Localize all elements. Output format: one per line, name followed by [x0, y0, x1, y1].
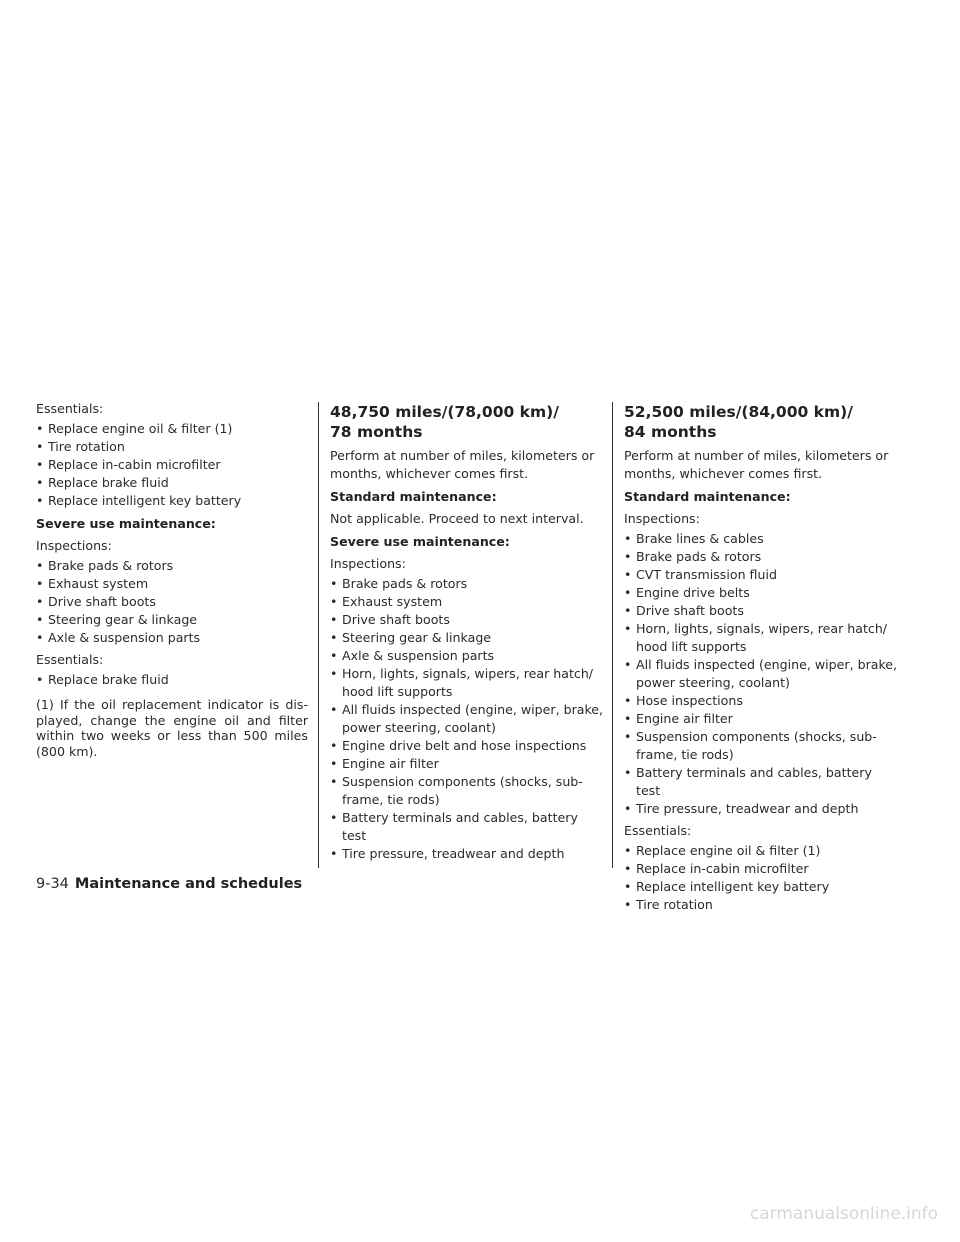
inspections-list: [624, 530, 898, 818]
list-item: • Tire rotation: [624, 896, 898, 914]
list-item: • Axle & suspension parts: [330, 647, 604, 665]
inspections-list: [330, 575, 604, 863]
list-item: • Axle & suspension parts: [36, 629, 308, 647]
list-item: • Brake lines & cables: [624, 530, 898, 548]
inspections-label: Inspections:: [330, 556, 406, 571]
page-footer: [36, 876, 302, 892]
column-52500-miles: [624, 400, 898, 914]
list-item: • Drive shaft boots: [36, 593, 308, 611]
interval-heading-line1: 52,500 miles/(84,000 km)/: [624, 403, 853, 421]
list-item: • Exhaust system: [330, 593, 604, 611]
interval-heading: [330, 402, 604, 442]
list-item: • Battery terminals and cables, battery test: [624, 764, 898, 800]
list-item: • Engine drive belts: [624, 584, 898, 602]
list-item: • Engine air filter: [624, 710, 898, 728]
page-number: 9-34: [36, 876, 69, 892]
essentials-list: [624, 842, 898, 914]
list-item: • Brake pads & rotors: [36, 557, 308, 575]
list-item: • Replace brake fluid: [36, 671, 308, 689]
list-item: • Replace intelligent key battery: [624, 878, 898, 896]
list-item: • Tire pressure, treadwear and depth: [330, 845, 604, 863]
standard-maintenance-text: Not applicable. Proceed to next interval.: [330, 511, 584, 526]
list-item: • All fluids inspected (engine, wiper, brake, power steering, coolant): [330, 701, 604, 737]
list-item: • Replace in-cabin microfilter: [624, 860, 898, 878]
list-item: • Tire rotation: [36, 438, 308, 456]
footnote: (1) If the oil replacement indicator is dis-played, change the engine oil and filter within two weeks or less than 500 miles (800 km).: [36, 697, 308, 759]
interval-intro: Perform at number of miles, kilometers or months, whichever comes first.: [624, 448, 889, 481]
interval-heading-line2: 78 months: [330, 423, 423, 441]
interval-heading-line2: 84 months: [624, 423, 717, 441]
essentials-list: [36, 420, 308, 510]
inspections-label: Inspections:: [36, 538, 112, 553]
interval-intro: Perform at number of miles, kilometers or months, whichever comes first.: [330, 448, 595, 481]
list-item: • Engine air filter: [330, 755, 604, 773]
list-item: • Replace engine oil & filter (1): [36, 420, 308, 438]
list-item: • Steering gear & linkage: [36, 611, 308, 629]
severe-use-heading: Severe use maintenance:: [36, 516, 216, 531]
list-item: • All fluids inspected (engine, wiper, brake, power steering, coolant): [624, 656, 898, 692]
list-item: • Replace brake fluid: [36, 474, 308, 492]
column-divider: [318, 402, 319, 868]
column-continued-schedule: [36, 400, 308, 759]
list-item: • Drive shaft boots: [330, 611, 604, 629]
essentials-label: Essentials:: [624, 823, 692, 838]
list-item: • CVT transmission fluid: [624, 566, 898, 584]
list-item: • Brake pads & rotors: [330, 575, 604, 593]
list-item: • Engine drive belt and hose inspections: [330, 737, 604, 755]
list-item: • Drive shaft boots: [624, 602, 898, 620]
list-item: • Brake pads & rotors: [624, 548, 898, 566]
list-item: • Suspension components (shocks, sub-frame, tie rods): [330, 773, 604, 809]
list-item: • Horn, lights, signals, wipers, rear hatch/ hood lift supports: [624, 620, 898, 656]
list-item: • Battery terminals and cables, battery test: [330, 809, 604, 845]
column-divider: [612, 402, 613, 868]
essentials-list: [36, 671, 308, 689]
standard-maintenance-heading: Standard maintenance:: [624, 489, 791, 504]
essentials-label: Essentials:: [36, 401, 104, 416]
column-48750-miles: [330, 400, 604, 863]
inspections-label: Inspections:: [624, 511, 700, 526]
severe-use-heading: Severe use maintenance:: [330, 534, 510, 549]
list-item: • Replace intelligent key battery: [36, 492, 308, 510]
interval-heading-line1: 48,750 miles/(78,000 km)/: [330, 403, 559, 421]
list-item: • Hose inspections: [624, 692, 898, 710]
watermark: carmanualsonline.info: [749, 1204, 938, 1224]
inspections-list: [36, 557, 308, 647]
list-item: • Suspension components (shocks, sub-frame, tie rods): [624, 728, 898, 764]
standard-maintenance-heading: Standard maintenance:: [330, 489, 497, 504]
list-item: • Replace in-cabin microfilter: [36, 456, 308, 474]
list-item: • Exhaust system: [36, 575, 308, 593]
section-title: Maintenance and schedules: [74, 876, 303, 892]
list-item: • Replace engine oil & filter (1): [624, 842, 898, 860]
interval-heading: [624, 402, 898, 442]
list-item: • Horn, lights, signals, wipers, rear hatch/ hood lift supports: [330, 665, 604, 701]
list-item: • Tire pressure, treadwear and depth: [624, 800, 898, 818]
list-item: • Steering gear & linkage: [330, 629, 604, 647]
essentials-label: Essentials:: [36, 652, 104, 667]
